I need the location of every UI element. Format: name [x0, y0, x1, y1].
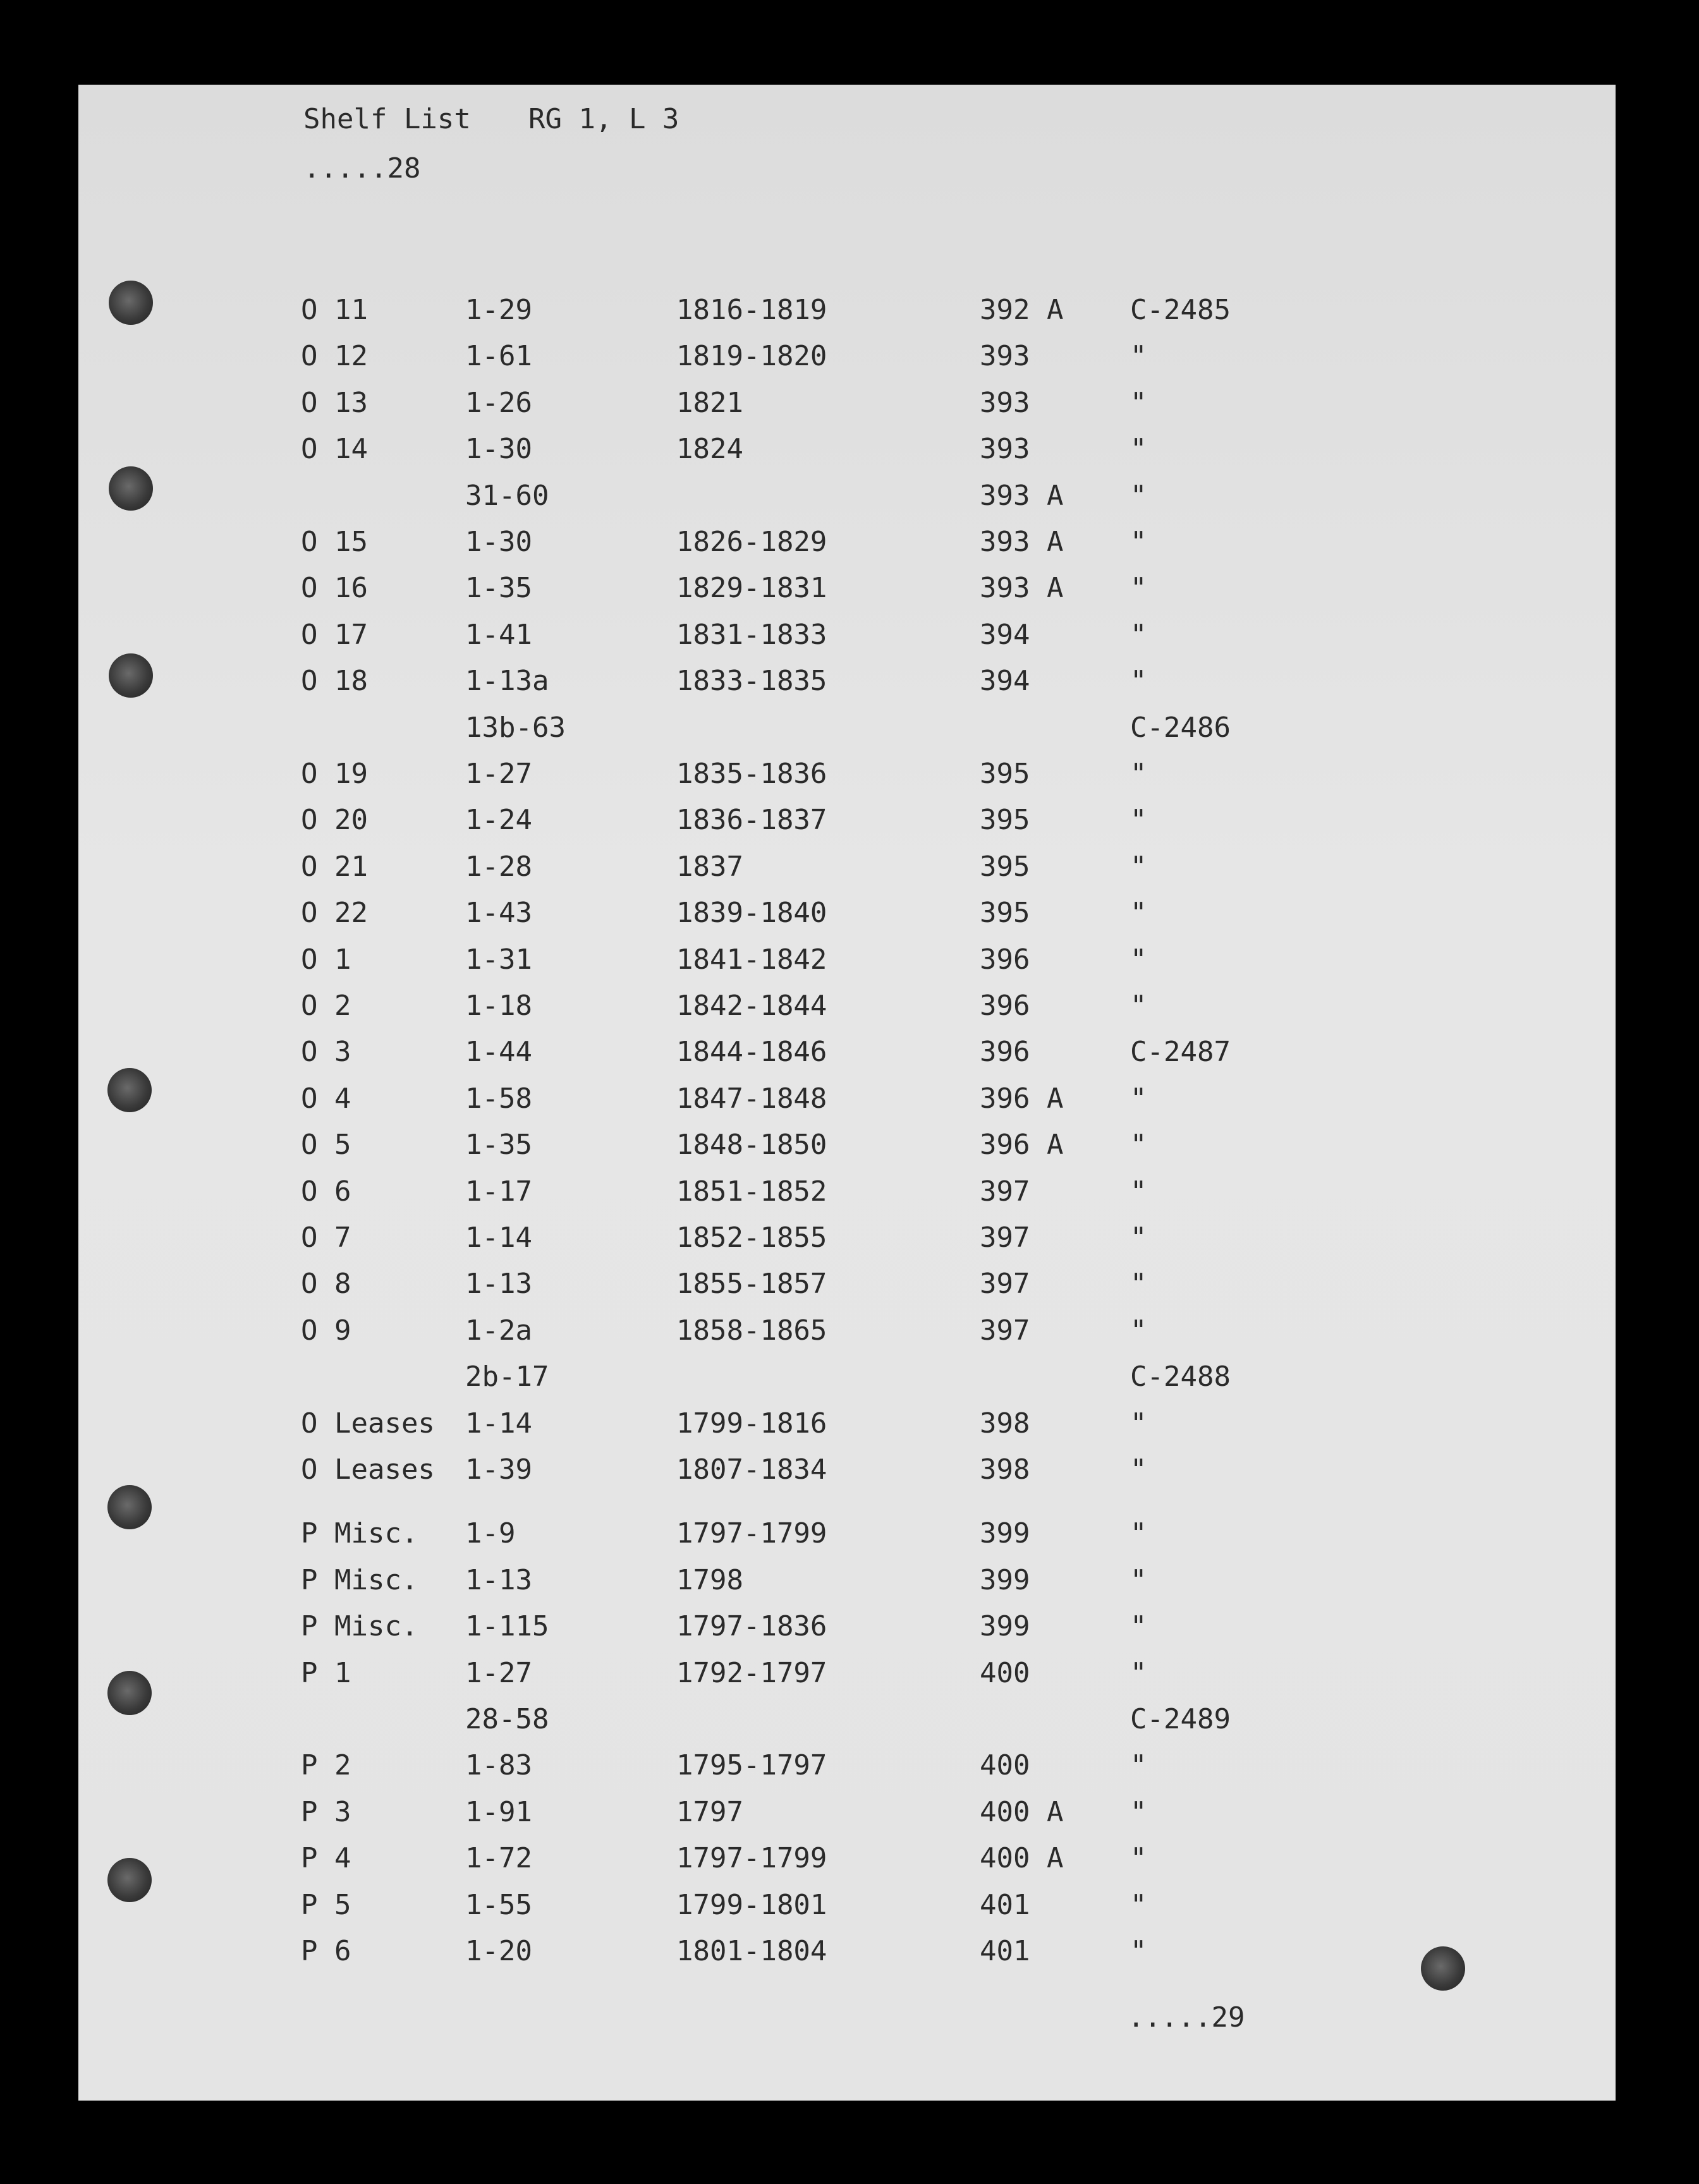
- dates-cell: 1816-1819: [676, 294, 827, 326]
- box-cell: 393: [980, 386, 1030, 419]
- dates-cell: 1797: [676, 1795, 743, 1828]
- table-row: [78, 381, 1616, 425]
- table-row: [78, 520, 1616, 564]
- box-cell: 396 A: [980, 1082, 1064, 1115]
- dates-cell: 1841-1842: [676, 943, 827, 976]
- table-row: [78, 1030, 1616, 1074]
- box-cell: 400 A: [980, 1795, 1064, 1828]
- items-cell: 1-30: [465, 526, 532, 558]
- dates-cell: 1831-1833: [676, 618, 827, 651]
- table-row: [78, 1558, 1616, 1603]
- items-cell: 1-28: [465, 850, 532, 883]
- items-cell: 1-2a: [465, 1314, 532, 1347]
- items-cell: 13b-63: [465, 711, 566, 744]
- series-cell: P 5: [301, 1888, 351, 1921]
- table-row: [78, 1883, 1616, 1927]
- series-cell: P 4: [301, 1842, 351, 1875]
- dates-cell: 1829-1831: [676, 572, 827, 605]
- table-row: [78, 1605, 1616, 1649]
- box-cell: 398: [980, 1407, 1030, 1440]
- items-cell: 1-24: [465, 804, 532, 837]
- dates-cell: 1821: [676, 386, 743, 419]
- table-row: [78, 1123, 1616, 1167]
- items-cell: 1-27: [465, 1656, 532, 1689]
- box-cell: 393 A: [980, 572, 1064, 605]
- series-cell: O 18: [301, 665, 368, 698]
- dates-cell: 1842-1844: [676, 990, 827, 1022]
- box-cell: 397: [980, 1314, 1030, 1347]
- table-row: [78, 752, 1616, 796]
- items-cell: 1-55: [465, 1888, 532, 1921]
- items-cell: 2b-17: [465, 1361, 549, 1393]
- reel-cell: ": [1130, 1082, 1147, 1115]
- items-cell: 1-115: [465, 1610, 549, 1643]
- box-cell: 401: [980, 1935, 1030, 1967]
- dates-cell: 1836-1837: [676, 804, 827, 837]
- box-cell: 399: [980, 1517, 1030, 1550]
- table-row: [78, 474, 1616, 518]
- series-cell: O 12: [301, 340, 368, 373]
- box-cell: 393: [980, 433, 1030, 466]
- table-row: [78, 1309, 1616, 1353]
- dates-cell: 1792-1797: [676, 1656, 827, 1689]
- reel-cell: ": [1130, 990, 1147, 1022]
- items-cell: 1-29: [465, 294, 532, 326]
- reel-cell: ": [1130, 897, 1147, 930]
- table-row: [78, 334, 1616, 379]
- reel-cell: ": [1130, 665, 1147, 698]
- items-cell: 1-43: [465, 897, 532, 930]
- table-row: [78, 1697, 1616, 1742]
- reel-cell: C-2487: [1130, 1036, 1231, 1069]
- items-cell: 1-26: [465, 386, 532, 419]
- items-cell: 1-39: [465, 1453, 532, 1486]
- table-row: [78, 1512, 1616, 1556]
- table-row: [78, 798, 1616, 842]
- series-cell: O 4: [301, 1082, 351, 1115]
- table-row: [78, 891, 1616, 935]
- series-cell: P Misc.: [301, 1563, 418, 1596]
- box-cell: 399: [980, 1563, 1030, 1596]
- box-cell: 395: [980, 758, 1030, 790]
- box-cell: 397: [980, 1222, 1030, 1254]
- box-cell: 394: [980, 665, 1030, 698]
- series-cell: O 7: [301, 1222, 351, 1254]
- table-row: [78, 288, 1616, 332]
- reel-cell: ": [1130, 804, 1147, 837]
- box-cell: 393 A: [980, 526, 1064, 558]
- table-row: [78, 1170, 1616, 1214]
- reel-cell: ": [1130, 479, 1147, 512]
- table-row: [78, 1929, 1616, 1974]
- dates-cell: 1797-1799: [676, 1842, 827, 1875]
- dates-cell: 1799-1801: [676, 1888, 827, 1921]
- items-cell: 1-14: [465, 1407, 532, 1440]
- items-cell: 31-60: [465, 479, 549, 512]
- box-cell: 399: [980, 1610, 1030, 1643]
- box-cell: 395: [980, 850, 1030, 883]
- dates-cell: 1847-1848: [676, 1082, 827, 1115]
- table-row: [78, 1077, 1616, 1121]
- record-group: RG 1, L 3: [528, 103, 679, 135]
- reel-cell: ": [1130, 572, 1147, 605]
- reel-cell: ": [1130, 1795, 1147, 1828]
- series-cell: O 19: [301, 758, 368, 790]
- table-row: [78, 1790, 1616, 1835]
- series-cell: O 21: [301, 850, 368, 883]
- items-cell: 1-91: [465, 1795, 532, 1828]
- series-cell: O 3: [301, 1036, 351, 1069]
- series-cell: P 6: [301, 1935, 351, 1967]
- box-cell: 395: [980, 897, 1030, 930]
- box-cell: 400: [980, 1749, 1030, 1782]
- table-row: [78, 1262, 1616, 1306]
- table-row: [78, 1836, 1616, 1881]
- box-cell: 396: [980, 990, 1030, 1022]
- dates-cell: 1799-1816: [676, 1407, 827, 1440]
- reel-cell: C-2485: [1130, 294, 1231, 326]
- items-cell: 1-35: [465, 1129, 532, 1162]
- items-cell: 1-61: [465, 340, 532, 373]
- items-cell: 1-72: [465, 1842, 532, 1875]
- dates-cell: 1798: [676, 1563, 743, 1596]
- box-cell: 400 A: [980, 1842, 1064, 1875]
- items-cell: 1-13: [465, 1268, 532, 1301]
- table-row: [78, 706, 1616, 750]
- series-cell: O 2: [301, 990, 351, 1022]
- reel-cell: ": [1130, 1222, 1147, 1254]
- box-cell: 395: [980, 804, 1030, 837]
- dates-cell: 1851-1852: [676, 1175, 827, 1208]
- reel-cell: ": [1130, 1563, 1147, 1596]
- table-row: [78, 1402, 1616, 1446]
- table-row: [78, 427, 1616, 471]
- reel-cell: ": [1130, 1888, 1147, 1921]
- dates-cell: 1837: [676, 850, 743, 883]
- reel-cell: ": [1130, 1842, 1147, 1875]
- table-row: [78, 984, 1616, 1028]
- reel-cell: ": [1130, 340, 1147, 373]
- series-cell: O 9: [301, 1314, 351, 1347]
- table-row: [78, 845, 1616, 889]
- box-cell: 398: [980, 1453, 1030, 1486]
- items-cell: 1-30: [465, 433, 532, 466]
- box-cell: 396: [980, 943, 1030, 976]
- dates-cell: 1839-1840: [676, 897, 827, 930]
- series-cell: O Leases: [301, 1453, 435, 1486]
- reel-cell: ": [1130, 1935, 1147, 1967]
- dates-cell: 1852-1855: [676, 1222, 827, 1254]
- box-cell: 397: [980, 1268, 1030, 1301]
- series-cell: O Leases: [301, 1407, 435, 1440]
- series-cell: O 17: [301, 618, 368, 651]
- table-row: [78, 1355, 1616, 1399]
- dates-cell: 1833-1835: [676, 665, 827, 698]
- reel-cell: ": [1130, 1517, 1147, 1550]
- box-cell: 397: [980, 1175, 1030, 1208]
- dates-cell: 1858-1865: [676, 1314, 827, 1347]
- dates-cell: 1801-1804: [676, 1935, 827, 1967]
- series-cell: O 13: [301, 386, 368, 419]
- items-cell: 1-18: [465, 990, 532, 1022]
- items-cell: 1-58: [465, 1082, 532, 1115]
- reel-cell: ": [1130, 1314, 1147, 1347]
- series-cell: O 8: [301, 1268, 351, 1301]
- table-row: [78, 1216, 1616, 1260]
- reel-cell: ": [1130, 1610, 1147, 1643]
- dates-cell: 1807-1834: [676, 1453, 827, 1486]
- dates-cell: 1835-1836: [676, 758, 827, 790]
- series-cell: O 20: [301, 804, 368, 837]
- table-row: [78, 613, 1616, 657]
- dates-cell: 1826-1829: [676, 526, 827, 558]
- dates-cell: 1797-1836: [676, 1610, 827, 1643]
- box-cell: 401: [980, 1888, 1030, 1921]
- dates-cell: 1795-1797: [676, 1749, 827, 1782]
- items-cell: 1-14: [465, 1222, 532, 1254]
- reel-cell: ": [1130, 386, 1147, 419]
- items-cell: 28-58: [465, 1703, 549, 1735]
- dates-cell: 1819-1820: [676, 340, 827, 373]
- dates-cell: 1824: [676, 433, 743, 466]
- reel-cell: ": [1130, 1656, 1147, 1689]
- box-cell: 394: [980, 618, 1030, 651]
- series-cell: O 16: [301, 572, 368, 605]
- box-cell: 396: [980, 1036, 1030, 1069]
- previous-page-marker: .....28: [303, 152, 421, 185]
- reel-cell: C-2486: [1130, 711, 1231, 744]
- document-page: [78, 85, 1616, 2101]
- table-row: [78, 938, 1616, 982]
- series-cell: O 11: [301, 294, 368, 326]
- dates-cell: 1797-1799: [676, 1517, 827, 1550]
- reel-cell: ": [1130, 526, 1147, 558]
- reel-cell: ": [1130, 1129, 1147, 1162]
- series-cell: P 3: [301, 1795, 351, 1828]
- items-cell: 1-20: [465, 1935, 532, 1967]
- items-cell: 1-13: [465, 1563, 532, 1596]
- reel-cell: ": [1130, 1268, 1147, 1301]
- box-cell: 400: [980, 1656, 1030, 1689]
- reel-cell: ": [1130, 433, 1147, 466]
- series-cell: O 5: [301, 1129, 351, 1162]
- series-cell: O 22: [301, 897, 368, 930]
- items-cell: 1-13a: [465, 665, 549, 698]
- items-cell: 1-35: [465, 572, 532, 605]
- items-cell: 1-9: [465, 1517, 516, 1550]
- items-cell: 1-41: [465, 618, 532, 651]
- reel-cell: C-2488: [1130, 1361, 1231, 1393]
- items-cell: 1-27: [465, 758, 532, 790]
- series-cell: O 1: [301, 943, 351, 976]
- reel-cell: ": [1130, 618, 1147, 651]
- reel-cell: ": [1130, 758, 1147, 790]
- box-cell: 393 A: [980, 479, 1064, 512]
- reel-cell: ": [1130, 850, 1147, 883]
- reel-cell: ": [1130, 1749, 1147, 1782]
- reel-cell: C-2489: [1130, 1703, 1231, 1735]
- items-cell: 1-17: [465, 1175, 532, 1208]
- series-cell: P Misc.: [301, 1517, 418, 1550]
- series-cell: P Misc.: [301, 1610, 418, 1643]
- reel-cell: ": [1130, 943, 1147, 976]
- next-page-marker: .....29: [1128, 2001, 1245, 2034]
- series-cell: P 2: [301, 1749, 351, 1782]
- box-cell: 392 A: [980, 294, 1064, 326]
- box-cell: 393: [980, 340, 1030, 373]
- dates-cell: 1844-1846: [676, 1036, 827, 1069]
- items-cell: 1-31: [465, 943, 532, 976]
- dates-cell: 1855-1857: [676, 1268, 827, 1301]
- table-row: [78, 1448, 1616, 1492]
- box-cell: 396 A: [980, 1129, 1064, 1162]
- table-row: [78, 1651, 1616, 1696]
- reel-cell: ": [1130, 1407, 1147, 1440]
- dates-cell: 1848-1850: [676, 1129, 827, 1162]
- table-row: [78, 1744, 1616, 1788]
- reel-cell: ": [1130, 1175, 1147, 1208]
- items-cell: 1-44: [465, 1036, 532, 1069]
- series-cell: O 15: [301, 526, 368, 558]
- items-cell: 1-83: [465, 1749, 532, 1782]
- table-row: [78, 566, 1616, 610]
- reel-cell: ": [1130, 1453, 1147, 1486]
- series-cell: O 14: [301, 433, 368, 466]
- table-row: [78, 659, 1616, 703]
- series-cell: P 1: [301, 1656, 351, 1689]
- shelf-list-title: Shelf List: [303, 103, 471, 135]
- series-cell: O 6: [301, 1175, 351, 1208]
